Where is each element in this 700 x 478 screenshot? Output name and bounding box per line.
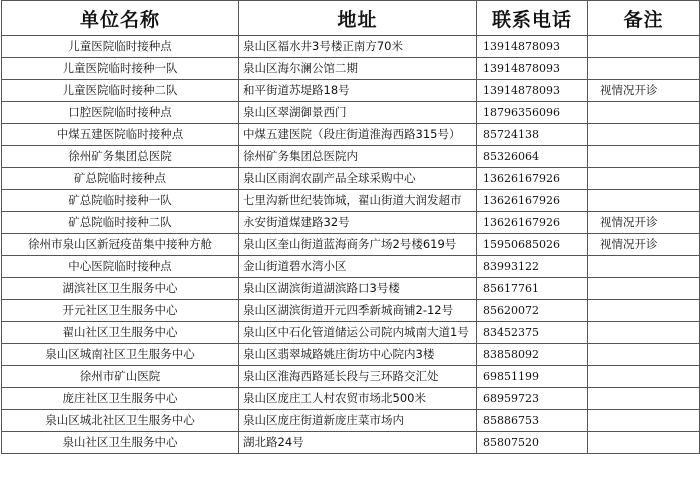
note-cell	[588, 58, 700, 80]
address-cell: 泉山区中石化管道储运公司院内城南大道1号	[239, 322, 477, 344]
unit-name-cell: 徐州市泉山区新冠疫苗集中接种方舱	[2, 234, 239, 256]
unit-name-cell: 泉山区城南社区卫生服务中心	[2, 344, 239, 366]
header-address: 地址	[239, 1, 477, 36]
table-row	[2, 234, 700, 256]
address-cell: 和平街道苏堤路18号	[239, 80, 477, 102]
note-cell	[588, 36, 700, 58]
address-cell: 中煤五建医院（段庄街道淮海西路315号）	[239, 124, 477, 146]
header-phone: 联系电话	[477, 1, 588, 36]
unit-name-cell: 口腔医院临时接种点	[2, 102, 239, 124]
unit-name-cell: 儿童医院临时接种一队	[2, 58, 239, 80]
unit-name-cell: 泉山社区卫生服务中心	[2, 432, 239, 454]
phone-cell: 68959723	[477, 388, 588, 410]
table-row	[2, 102, 700, 124]
phone-cell: 83452375	[477, 322, 588, 344]
phone-cell: 85724138	[477, 124, 588, 146]
note-cell	[588, 146, 700, 168]
address-cell: 永安街道煤建路32号	[239, 212, 477, 234]
note-cell	[588, 168, 700, 190]
table-row	[2, 146, 700, 168]
unit-name-cell: 矿总院临时接种二队	[2, 212, 239, 234]
phone-cell: 85807520	[477, 432, 588, 454]
note-cell	[588, 344, 700, 366]
table-row	[2, 366, 700, 388]
address-cell: 泉山区翠湖御景西门	[239, 102, 477, 124]
unit-name-cell: 湖滨社区卫生服务中心	[2, 278, 239, 300]
header-row	[2, 1, 700, 36]
note-cell: 视情况开诊	[588, 212, 700, 234]
phone-cell: 69851199	[477, 366, 588, 388]
phone-cell: 13626167926	[477, 190, 588, 212]
phone-cell: 13914878093	[477, 80, 588, 102]
table-row	[2, 124, 700, 146]
address-cell: 泉山区湖滨街道湖滨路口3号楼	[239, 278, 477, 300]
note-cell	[588, 432, 700, 454]
table-row	[2, 322, 700, 344]
table-row	[2, 300, 700, 322]
table-row	[2, 80, 700, 102]
phone-cell: 85326064	[477, 146, 588, 168]
note-cell	[588, 278, 700, 300]
unit-name-cell: 开元社区卫生服务中心	[2, 300, 239, 322]
address-cell: 泉山区雨润农副产品全球采购中心	[239, 168, 477, 190]
table-body	[2, 36, 700, 454]
unit-name-cell: 儿童医院临时接种二队	[2, 80, 239, 102]
note-cell: 视情况开诊	[588, 80, 700, 102]
table-row	[2, 388, 700, 410]
phone-cell: 13914878093	[477, 36, 588, 58]
unit-name-cell: 徐州市矿山医院	[2, 366, 239, 388]
note-cell	[588, 410, 700, 432]
note-cell: 视情况开诊	[588, 234, 700, 256]
unit-name-cell: 徐州矿务集团总医院	[2, 146, 239, 168]
address-cell: 泉山区奎山街道蓝海商务广场2号楼619号	[239, 234, 477, 256]
note-cell	[588, 388, 700, 410]
note-cell	[588, 366, 700, 388]
address-cell: 泉山区湖滨街道开元四季新城商铺2-12号	[239, 300, 477, 322]
phone-cell: 13914878093	[477, 58, 588, 80]
address-cell: 泉山区翡翠城路姚庄街坊中心院内3楼	[239, 344, 477, 366]
unit-name-cell: 翟山社区卫生服务中心	[2, 322, 239, 344]
note-cell	[588, 256, 700, 278]
note-cell	[588, 102, 700, 124]
phone-cell: 13626167926	[477, 212, 588, 234]
phone-cell: 85620072	[477, 300, 588, 322]
table-row	[2, 58, 700, 80]
unit-name-cell: 泉山区城北社区卫生服务中心	[2, 410, 239, 432]
phone-cell: 83993122	[477, 256, 588, 278]
table-row	[2, 190, 700, 212]
address-cell: 金山街道碧水湾小区	[239, 256, 477, 278]
unit-name-cell: 中煤五建医院临时接种点	[2, 124, 239, 146]
phone-cell: 18796356096	[477, 102, 588, 124]
address-cell: 泉山区庞庄工人村农贸市场北500米	[239, 388, 477, 410]
address-cell: 泉山区淮海西路延长段与三环路交汇处	[239, 366, 477, 388]
table-row	[2, 432, 700, 454]
address-cell: 徐州矿务集团总医院内	[239, 146, 477, 168]
table-row	[2, 168, 700, 190]
header-note: 备注	[588, 1, 700, 36]
table-row	[2, 212, 700, 234]
note-cell	[588, 300, 700, 322]
table-row	[2, 410, 700, 432]
table-row	[2, 344, 700, 366]
address-cell: 湖北路24号	[239, 432, 477, 454]
note-cell	[588, 190, 700, 212]
unit-name-cell: 矿总院临时接种点	[2, 168, 239, 190]
unit-name-cell: 中心医院临时接种点	[2, 256, 239, 278]
phone-cell: 13626167926	[477, 168, 588, 190]
phone-cell: 15950685026	[477, 234, 588, 256]
phone-cell: 85617761	[477, 278, 588, 300]
address-cell: 泉山区海尔澜公馆二期	[239, 58, 477, 80]
note-cell	[588, 322, 700, 344]
header-unit-name: 单位名称	[2, 1, 239, 36]
address-cell: 七里沟新世纪装饰城，翟山街道大润发超市	[239, 190, 477, 212]
note-cell	[588, 124, 700, 146]
address-cell: 泉山区庞庄街道新庞庄菜市场内	[239, 410, 477, 432]
unit-name-cell: 庞庄社区卫生服务中心	[2, 388, 239, 410]
table-row	[2, 36, 700, 58]
phone-cell: 85886753	[477, 410, 588, 432]
table-row	[2, 278, 700, 300]
address-cell: 泉山区福水井3号楼正南方70米	[239, 36, 477, 58]
unit-name-cell: 儿童医院临时接种点	[2, 36, 239, 58]
vaccination-sites-table	[1, 0, 700, 454]
unit-name-cell: 矿总院临时接种一队	[2, 190, 239, 212]
table-row	[2, 256, 700, 278]
phone-cell: 83858092	[477, 344, 588, 366]
